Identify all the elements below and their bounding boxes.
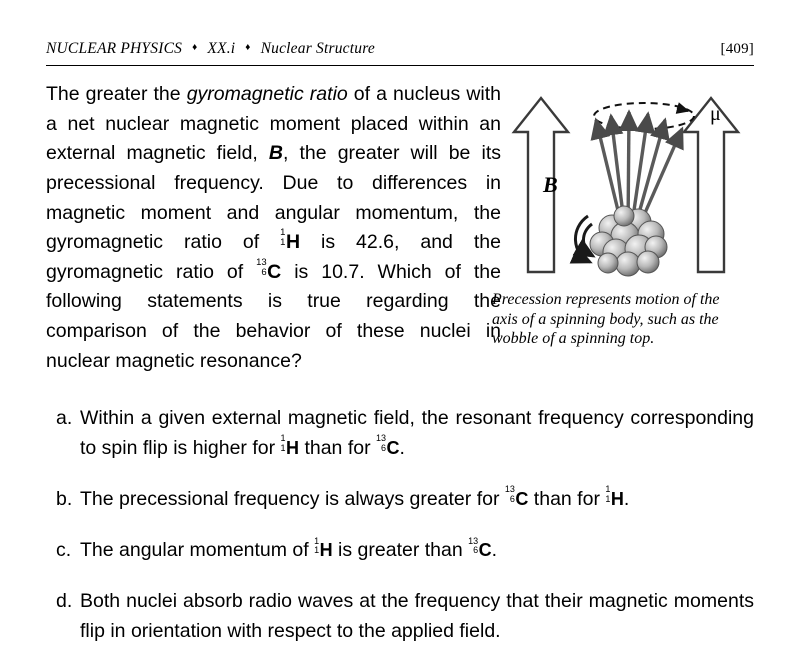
- choice-text-part-1: The angular momentum of: [80, 539, 315, 561]
- question-and-figure: [46, 80, 754, 376]
- isotope-atomic-number: 6: [381, 442, 387, 453]
- page-number: [409]: [720, 41, 754, 57]
- isotope-mass-number: 1: [280, 433, 286, 444]
- isotope-hydrogen-1: [281, 434, 300, 463]
- choice-text-part-2: than for: [528, 487, 606, 510]
- running-header: [46, 40, 754, 65]
- isotope-atomic-number: 1: [314, 545, 320, 555]
- isotope-symbol: H: [319, 540, 333, 560]
- header-section-number: XX.i: [207, 40, 236, 57]
- stem-emphasis-gyromagnetic-ratio: gyromagnetic ratio: [186, 83, 348, 105]
- isotope-symbol: C: [386, 437, 400, 458]
- isotope-carbon-13: [468, 536, 492, 565]
- stem-text-2: of a nucleus with a net nuclear magnetic moment placed within an external magnetic field,: [46, 83, 501, 165]
- diamond-icon: ♦: [192, 42, 198, 53]
- isotope-symbol: H: [285, 231, 301, 254]
- figure-label-mu: μ: [710, 103, 721, 125]
- isotope-mass-number: 1: [280, 227, 286, 239]
- choice-text-part-2: than for: [299, 436, 376, 459]
- stem-text-5: is 10.7. Which of the following statements is true regarding the comparison of the behavior of these nuclei in nuclear magnetic resonance?: [46, 260, 501, 372]
- isotope-symbol: H: [286, 437, 300, 458]
- precession-orbit: [594, 103, 694, 129]
- choice-text-part-2: is greater than: [332, 539, 469, 561]
- isotope-carbon-13: [256, 258, 281, 288]
- choice-c[interactable]: [46, 536, 754, 565]
- choice-letter: d.: [56, 590, 73, 613]
- isotope-mass-number: 1: [314, 535, 320, 546]
- choice-b[interactable]: [46, 485, 754, 514]
- isotope-symbol: C: [515, 488, 529, 509]
- spin-arrows: [575, 216, 593, 262]
- stem-text-4: is 42.6, and the gyromagnetic ratio of: [46, 231, 501, 283]
- isotope-atomic-number: 1: [280, 237, 286, 249]
- figure-caption: Precession represents motion of the axis of a spinning body, such as the wobble of a spinning top.: [492, 291, 720, 348]
- isotope-mass-number: 13: [468, 535, 479, 546]
- choice-letter: c.: [56, 539, 72, 561]
- isotope-atomic-number: 6: [509, 493, 515, 504]
- choice-text: [80, 485, 754, 514]
- choice-text-part-3: .: [491, 539, 498, 561]
- choice-text-part-3: .: [623, 487, 630, 510]
- figure: [492, 76, 754, 349]
- isotope-hydrogen-1: [314, 536, 333, 565]
- isotope-symbol: H: [610, 488, 624, 509]
- choice-text-part-1: Within a given external magnetic field, the resonant frequency corresponding to spin flip is higher for: [80, 407, 754, 459]
- isotope-atomic-number: 1: [280, 442, 286, 453]
- header-rule: [46, 65, 754, 66]
- isotope-mass-number: 13: [256, 256, 267, 268]
- stem-emphasis-b: B: [268, 142, 284, 165]
- isotope-atomic-number: 6: [473, 545, 479, 555]
- figure-label-b: B: [543, 172, 558, 197]
- isotope-atomic-number: 1: [605, 493, 611, 504]
- stem-text-1: The greater the: [46, 83, 187, 105]
- stem-text-3: , the greater will be its precessional frequency. Due to differences in magnetic moment and angular momentum, the gyromagnetic ratio of: [46, 142, 501, 254]
- answer-choices: [46, 404, 754, 646]
- isotope-hydrogen-1: [280, 228, 300, 258]
- nucleus-cluster: [590, 206, 667, 276]
- diamond-icon: ♦: [245, 42, 251, 53]
- header-left: [46, 40, 375, 58]
- choice-letter: b.: [56, 487, 73, 510]
- precession-diagram: [492, 76, 754, 284]
- isotope-carbon-13: [376, 434, 400, 463]
- choice-a[interactable]: [46, 404, 754, 463]
- choice-text: [80, 536, 754, 565]
- isotope-mass-number: 13: [504, 484, 515, 495]
- isotope-mass-number: 13: [376, 433, 387, 444]
- field-arrow-left: [514, 98, 568, 272]
- isotope-mass-number: 1: [605, 484, 611, 495]
- isotope-carbon-13: [505, 485, 529, 514]
- choice-text-part-3: .: [399, 436, 405, 459]
- isotope-atomic-number: 6: [261, 266, 267, 278]
- choice-text: Both nuclei absorb radio waves at the frequency that their magnetic moments flip in orientation with respect to the applied field.: [80, 590, 754, 642]
- isotope-symbol: C: [267, 260, 282, 283]
- header-section-title: Nuclear Structure: [260, 40, 375, 57]
- isotope-symbol: C: [478, 540, 492, 560]
- question-stem: [46, 80, 501, 376]
- choice-text-part-1: The precessional frequency is always greater for: [80, 487, 505, 510]
- isotope-hydrogen-1: [605, 485, 624, 514]
- choice-text: [80, 404, 754, 463]
- header-book-title: NUCLEAR PHYSICS: [46, 40, 183, 57]
- choice-letter: a.: [56, 407, 73, 430]
